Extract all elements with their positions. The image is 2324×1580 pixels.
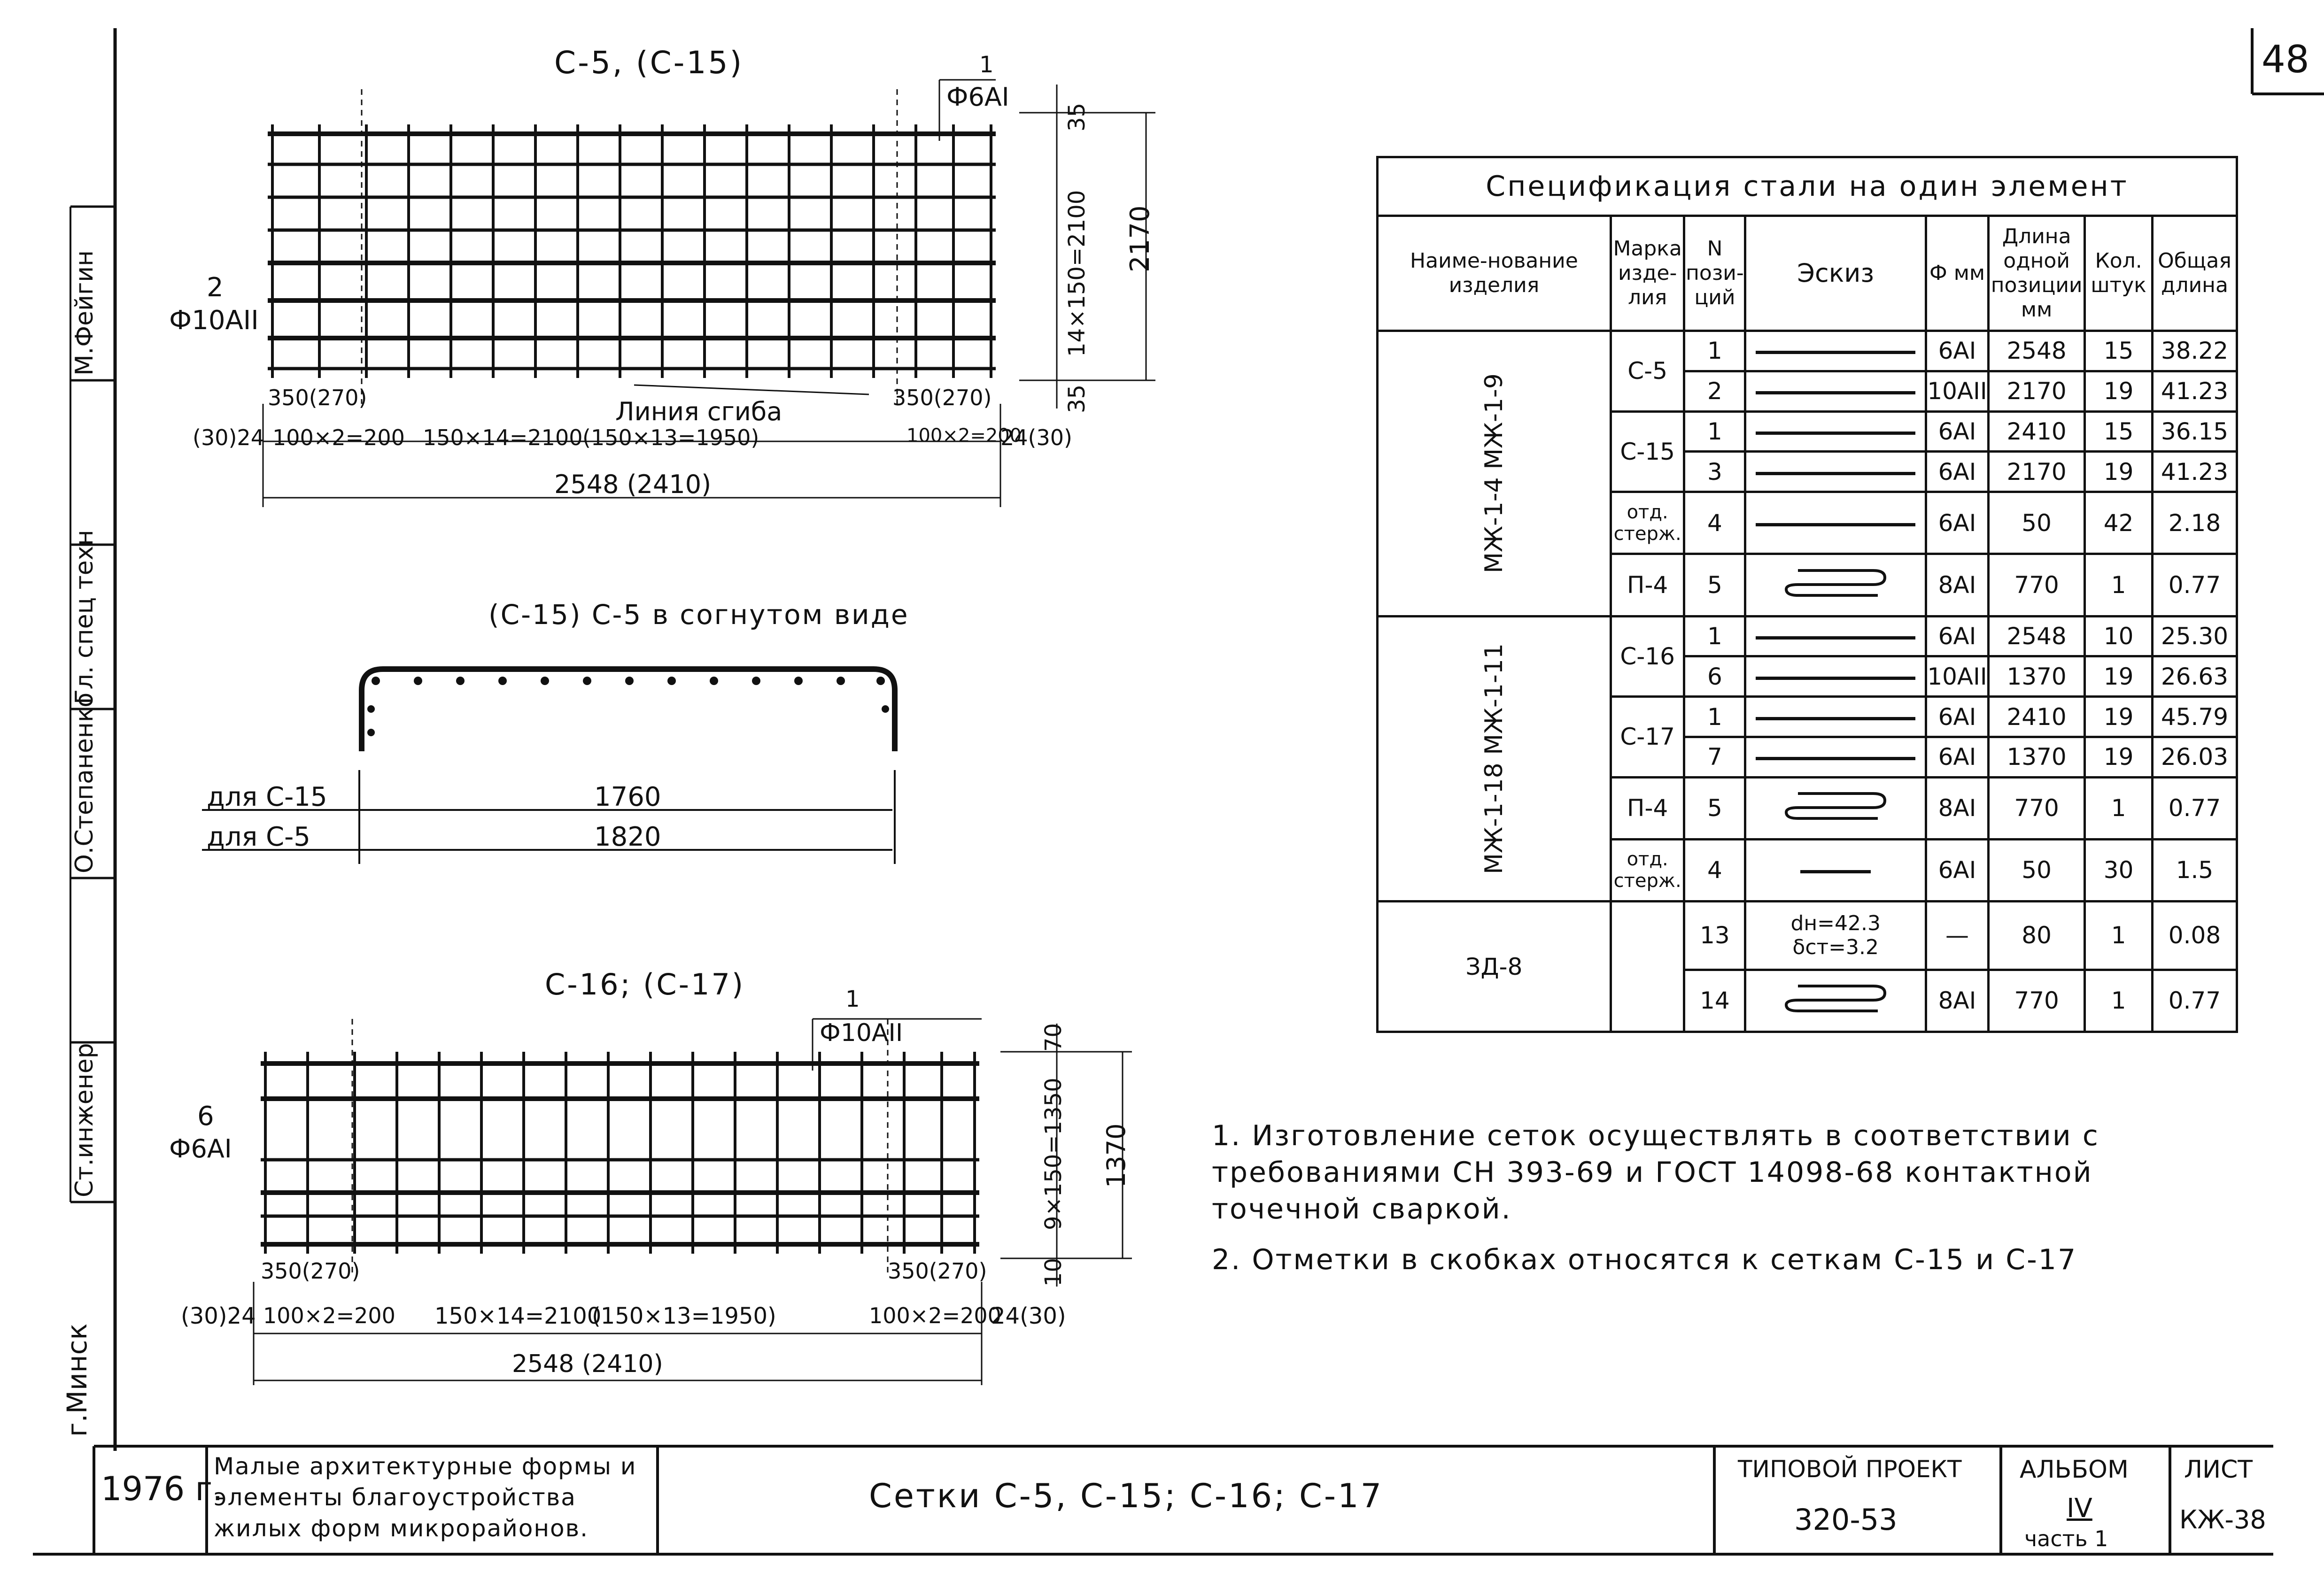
spec-cell-dia: 6АI <box>1926 737 1989 777</box>
spec-cell-sketch <box>1745 970 1926 1032</box>
spec-cell-dia: 6АI <box>1926 331 1989 371</box>
spec-cell-len: 770 <box>1988 777 2084 839</box>
spec-cell-qty: 1 <box>2085 970 2153 1032</box>
rebar-straight-icon <box>1756 472 1915 475</box>
spec-group3: ЗД-8 <box>1378 902 1611 1032</box>
spec-group2-name: МЖ-1-18 МЖ-1-11 <box>1480 643 1508 874</box>
spec-cell-qty: 1 <box>2085 777 2153 839</box>
spec-cell-total: 36.15 <box>2152 411 2237 452</box>
sidebar-label-city: г.Минск <box>61 1323 93 1437</box>
spec-cell-sketch <box>1745 777 1926 839</box>
spec-cell-mark: С-17 <box>1611 697 1684 778</box>
drawing1-total-length: 2548 (2410) <box>554 470 712 499</box>
spec-cell-qty: 1 <box>2085 902 2153 970</box>
spec-cell-total: 0.77 <box>2152 554 2237 616</box>
spec-cell-dia: 8АI <box>1926 970 1989 1032</box>
drawing1-left-offset: 350(270) <box>268 385 367 410</box>
spec-cell-dia: — <box>1926 902 1989 970</box>
spec-cell-len: 770 <box>1988 554 2084 616</box>
drawing1-bar-num-top: 1 <box>979 52 994 78</box>
spec-caption: Спецификация стали на один элемент <box>1378 157 2237 216</box>
spec-cell-len: 2170 <box>1988 452 2084 492</box>
spec-cell-pos: 1 <box>1684 697 1745 737</box>
title-album-part: часть 1 <box>2024 1526 2108 1551</box>
spec-cell-len: 2410 <box>1988 411 2084 452</box>
rebar-straight-icon <box>1756 523 1915 526</box>
drawing3-dim-top: 70 <box>1040 1023 1067 1052</box>
spec-cell-len: 50 <box>1988 839 2084 901</box>
spec-cell-pos: 5 <box>1684 777 1745 839</box>
title-type-project-value: 320-53 <box>1794 1503 1898 1537</box>
spec-cell-len: 1370 <box>1988 737 2084 777</box>
spec-cell-len: 50 <box>1988 492 2084 554</box>
drawing1-dim-a: (30)24 <box>193 425 264 450</box>
spec-cell-pos: 1 <box>1684 411 1745 452</box>
drawing1-right-offset: 350(270) <box>892 385 992 410</box>
spec-cell-qty: 42 <box>2085 492 2153 554</box>
title-sheet-label: ЛИСТ <box>2184 1456 2253 1484</box>
spec-header-sketch: Эскиз <box>1745 216 1926 331</box>
spec-cell-qty: 19 <box>2085 452 2153 492</box>
drawing1-fold-line: Линия сгиба <box>615 397 782 426</box>
spec-cell-sketch <box>1745 452 1926 492</box>
spec-cell-total: 25.30 <box>2152 616 2237 656</box>
spec-cell-qty: 15 <box>2085 331 2153 371</box>
spec-cell-dia: 6АI <box>1926 492 1989 554</box>
drawing3-dim-f: 24(30) <box>991 1303 1066 1329</box>
spec-cell-qty: 19 <box>2085 371 2153 411</box>
spec-cell-sketch <box>1745 371 1926 411</box>
spec-cell-pos: 7 <box>1684 737 1745 777</box>
drawing3-title: С-16; (С-17) <box>545 967 745 1002</box>
loop-rebar-icon <box>1779 979 1892 1017</box>
rebar-straight-icon <box>1756 717 1915 720</box>
drawing3-dim-c: 150×14=2100 <box>434 1303 602 1329</box>
spec-cell-qty: 30 <box>2085 839 2153 901</box>
drawing3-dim-bottom: 10 <box>1040 1257 1067 1287</box>
spec-cell-total: 0.77 <box>2152 777 2237 839</box>
spec-cell-len: 80 <box>1988 902 2084 970</box>
drawing1-dim-b: 100×2=200 <box>272 425 405 450</box>
drawing1-dim-d: (150×13=1950) <box>582 425 759 450</box>
spec-cell-mark: отд. стерж. <box>1611 492 1684 554</box>
drawing3-dim-height: 1370 <box>1101 1123 1131 1188</box>
rebar-straight-icon <box>1756 351 1915 354</box>
sidebar-label-spec: Гл. спец техн <box>70 530 99 704</box>
spec-cell-qty: 19 <box>2085 697 2153 737</box>
spec-cell-pos: 13 <box>1684 902 1745 970</box>
drawing1-dim-e: 100×2=200 <box>906 425 1022 447</box>
spec-cell-mark: С-15 <box>1611 411 1684 492</box>
drawing3-bar-label-left: Ф6АI <box>169 1134 232 1164</box>
spec-cell-total: 1.5 <box>2152 839 2237 901</box>
drawing3-bar-label-top: Ф10АII <box>820 1019 903 1047</box>
drawing2-row2-label: для С-5 <box>207 822 310 852</box>
drawing3-dim-e: 100×2=200 <box>869 1303 1001 1328</box>
spec-header-dia: Ф мм <box>1926 216 1989 331</box>
rebar-straight-icon <box>1756 636 1915 640</box>
spec-cell-pos: 1 <box>1684 331 1745 371</box>
spec-group2 <box>1378 616 1611 902</box>
notes <box>1212 1118 2245 1292</box>
spec-header-pos: N пози-ций <box>1684 216 1745 331</box>
title-sheet-value: КЖ-38 <box>2179 1505 2266 1534</box>
spec-cell-qty: 10 <box>2085 616 2153 656</box>
drawing1-dim-vertical: 14×150=2100 <box>1064 190 1090 357</box>
title-album-label: АЛЬБОМ <box>2020 1456 2129 1484</box>
spec-cell-sketch <box>1745 331 1926 371</box>
drawing2-title: (С-15) С-5 в согнутом виде <box>488 599 909 631</box>
spec-cell-total: 26.63 <box>2152 656 2237 697</box>
drawing1-bar-num-left: 2 <box>207 272 224 303</box>
spec-cell-total: 2.18 <box>2152 492 2237 554</box>
spec-cell-pos: 6 <box>1684 656 1745 697</box>
spec-cell-mark: С-16 <box>1611 616 1684 697</box>
spec-cell-mark <box>1611 902 1684 1032</box>
spec-cell-sketch <box>1745 697 1926 737</box>
drawing2-row1-label: для С-15 <box>207 782 327 812</box>
drawing1-dim-top: 35 <box>1064 102 1090 131</box>
spec-cell-total: 0.77 <box>2152 970 2237 1032</box>
spec-cell-len: 770 <box>1988 970 2084 1032</box>
spec-cell-sketch <box>1745 839 1926 901</box>
spec-cell-pos: 5 <box>1684 554 1745 616</box>
drawing1-bar-label-top: Ф6АI <box>946 82 1009 112</box>
drawing2-row2-value: 1820 <box>594 822 661 852</box>
spec-cell-len: 2170 <box>1988 371 2084 411</box>
loop-rebar-icon <box>1779 563 1892 601</box>
spec-cell-total: 26.03 <box>2152 737 2237 777</box>
spec-cell-dia: 6АI <box>1926 839 1989 901</box>
spec-cell-dia: 6АI <box>1926 616 1989 656</box>
spec-header-mark: Марка изде-лия <box>1611 216 1684 331</box>
spec-group1-name: МЖ-1-4 МЖ-1-9 <box>1480 373 1508 574</box>
spec-cell-sketch <box>1745 492 1926 554</box>
spec-cell-total: 41.23 <box>2152 452 2237 492</box>
drawing3-left-offset: 350(270) <box>261 1258 360 1284</box>
title-album-value: IV <box>2067 1493 2092 1524</box>
spec-cell-qty: 1 <box>2085 554 2153 616</box>
drawing3-dim-vertical: 9×150=1350 <box>1040 1078 1067 1230</box>
drawing1-bar-label-left: Ф10АII <box>169 305 259 336</box>
spec-cell-qty: 19 <box>2085 656 2153 697</box>
drawing1-title: С-5, (С-15) <box>554 45 744 81</box>
spec-cell-total: 45.79 <box>2152 697 2237 737</box>
drawing2-row1-value: 1760 <box>594 782 661 812</box>
title-project-name: Малые архитектурные формы и элементы благоустройства жилых форм микрорайонов. <box>214 1453 637 1542</box>
page-number: 48 <box>2262 38 2309 81</box>
spec-cell-mark: П-4 <box>1611 554 1684 616</box>
spec-header-name: Наиме-нование изделия <box>1378 216 1611 331</box>
drawing3-dim-d: (150×13=1950) <box>592 1303 776 1329</box>
spec-cell-dia: 6АI <box>1926 452 1989 492</box>
spec-cell-sketch <box>1745 616 1926 656</box>
spec-cell-pos: 4 <box>1684 492 1745 554</box>
sidebar-label-stepanenko: О.Степаненко <box>70 692 99 873</box>
title-year: 1976 г. <box>101 1470 223 1508</box>
spec-cell-dia: 6АI <box>1926 697 1989 737</box>
spec-header-length: Длина одной позиции мм <box>1988 216 2084 331</box>
spec-cell-qty: 15 <box>2085 411 2153 452</box>
drawing3-total-length: 2548 (2410) <box>512 1350 663 1378</box>
spec-cell-mark: П-4 <box>1611 777 1684 839</box>
drawing1-dim-f: 24(30) <box>1000 425 1072 450</box>
drawing3-dim-b: 100×2=200 <box>263 1303 395 1328</box>
loop-rebar-icon <box>1779 786 1892 824</box>
spec-cell-len: 2548 <box>1988 331 2084 371</box>
spec-header-qty: Кол. штук <box>2085 216 2153 331</box>
title-type-project-label: ТИПОВОЙ ПРОЕКТ <box>1738 1456 1962 1483</box>
spec-cell-pos: 1 <box>1684 616 1745 656</box>
spec-cell-pos: 2 <box>1684 371 1745 411</box>
drawing1-dim-bottom: 35 <box>1064 384 1090 413</box>
spec-cell-total: 41.23 <box>2152 371 2237 411</box>
title-sheet-title: Сетки С-5, С-15; С-16; С-17 <box>869 1477 1384 1515</box>
drawing3-bar-num-top: 1 <box>845 986 860 1012</box>
spec-cell-len: 2548 <box>1988 616 2084 656</box>
spec-cell-len: 2410 <box>1988 697 2084 737</box>
note-2: 2. Отметки в скобках относятся к сеткам С-15 и С-17 <box>1212 1243 2077 1276</box>
sidebar-label-feigin: М.Фейгин <box>70 250 99 376</box>
spec-cell-pos: 14 <box>1684 970 1745 1032</box>
spec-table <box>1376 156 2238 1033</box>
spec-cell-sketch <box>1745 656 1926 697</box>
spec-cell-dia: 10АII <box>1926 371 1989 411</box>
spec-cell-total: 38.22 <box>2152 331 2237 371</box>
spec-cell-mark: С-5 <box>1611 331 1684 412</box>
spec-cell-sketch <box>1745 411 1926 452</box>
spec-cell-pos: 3 <box>1684 452 1745 492</box>
drawing1-dim-height: 2170 <box>1125 205 1155 272</box>
spec-cell-len: 1370 <box>1988 656 2084 697</box>
spec-group1 <box>1378 331 1611 617</box>
rebar-short-icon <box>1800 870 1871 873</box>
rebar-straight-icon <box>1756 432 1915 435</box>
spec-header-total: Общая длина <box>2152 216 2237 331</box>
drawing3-dim-a: (30)24 <box>181 1303 256 1329</box>
spec-cell-dia: 6АI <box>1926 411 1989 452</box>
drawing3-right-offset: 350(270) <box>888 1258 987 1284</box>
note-1: 1. Изготовление сеток осуществлять в соответствии с требованиями СН 393-69 и ГОСТ 14098-68 контактной точечной сваркой. <box>1212 1119 2099 1225</box>
spec-cell-pos: 4 <box>1684 839 1745 901</box>
drawing1-dim-c: 150×14=2100 <box>423 425 583 450</box>
spec-cell-qty: 19 <box>2085 737 2153 777</box>
spec-cell-sketch <box>1745 554 1926 616</box>
rebar-straight-icon <box>1756 391 1915 394</box>
sidebar-label-engineer: Ст.инженер <box>70 1043 99 1197</box>
spec-cell-dia: 8АI <box>1926 777 1989 839</box>
spec-cell-sketch: dн=42.3 δст=3.2 <box>1745 902 1926 970</box>
spec-cell-dia: 8АI <box>1926 554 1989 616</box>
rebar-straight-icon <box>1756 757 1915 760</box>
spec-cell-mark: отд. стерж. <box>1611 839 1684 901</box>
drawing3-bar-num-left: 6 <box>197 1101 214 1132</box>
spec-cell-dia: 10АII <box>1926 656 1989 697</box>
drawing3-mesh <box>0 0 1174 1385</box>
spec-cell-total: 0.08 <box>2152 902 2237 970</box>
spec-cell-sketch <box>1745 737 1926 777</box>
rebar-straight-icon <box>1756 677 1915 680</box>
